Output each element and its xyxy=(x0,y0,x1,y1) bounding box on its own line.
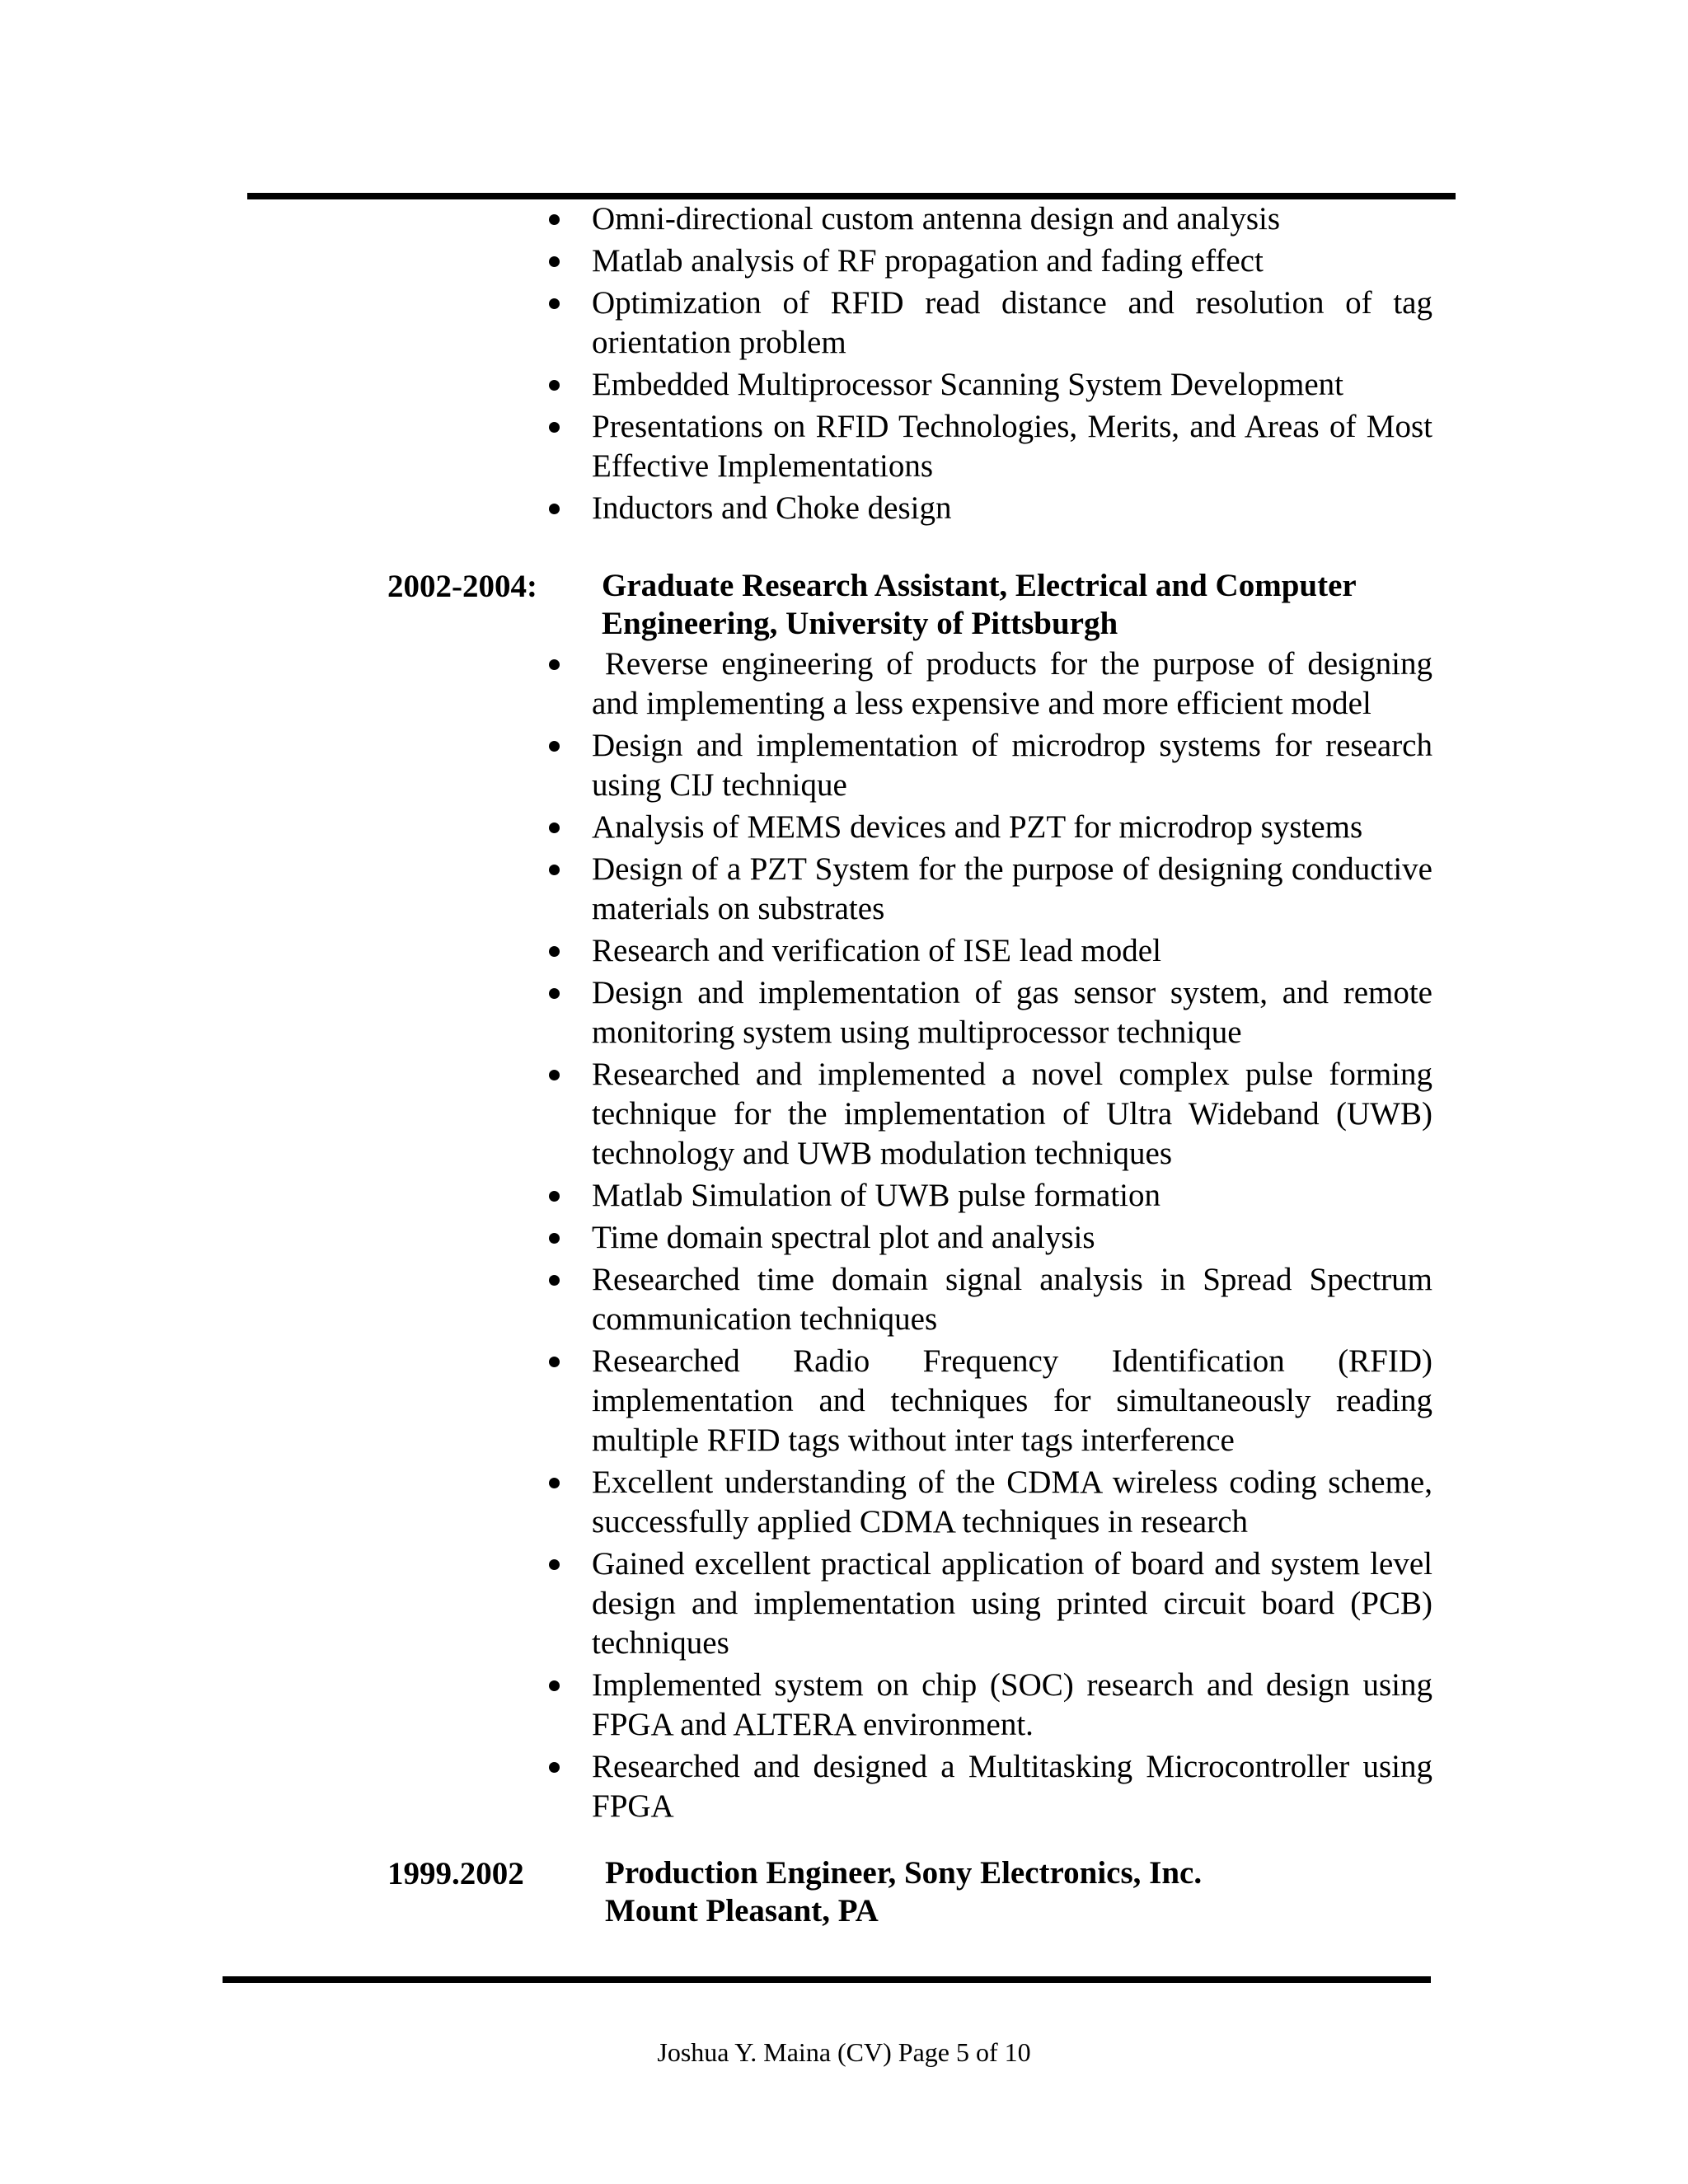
list-item: Researched and designed a Multitasking Microcontroller using FPGA xyxy=(549,1747,1432,1826)
list-item: Implemented system on chip (SOC) research and design using FPGA and ALTERA environment. xyxy=(549,1666,1432,1745)
bullet-icon xyxy=(549,1357,560,1367)
bullet-icon xyxy=(549,422,560,433)
bullet-list-graduate-research xyxy=(549,644,1441,1829)
page-footer: Joshua Y. Maina (CV) Page 5 of 10 xyxy=(657,2037,1031,2067)
list-item: Analysis of MEMS devices and PZT for microdrop systems xyxy=(549,808,1432,847)
list-item: Optimization of RFID read distance and resolution of tag orientation problem xyxy=(549,284,1432,363)
list-item: Gained excellent practical application of board and system level design and implementation using printed circuit board (PCB) techniques xyxy=(549,1544,1432,1663)
list-item: Reverse engineering of products for the purpose of designing and implementing a less expensive and more efficient model xyxy=(549,644,1432,724)
bullet-icon xyxy=(549,1275,560,1286)
bullet-icon xyxy=(549,988,560,999)
bullet-icon xyxy=(549,380,560,391)
bullet-icon xyxy=(549,1762,560,1773)
entry-years: 2002-2004: xyxy=(387,569,537,604)
bullet-icon xyxy=(549,1191,560,1202)
list-item: Presentations on RFID Technologies, Merits, and Areas of Most Effective Implementations xyxy=(549,407,1432,486)
list-item: Researched and implemented a novel complex pulse forming technique for the implementation of Ultra Wideband (UWB) technology and UWB modulation techniques xyxy=(549,1055,1432,1174)
entry-title xyxy=(605,1854,1437,1930)
bullet-icon xyxy=(549,1478,560,1488)
bullet-icon xyxy=(549,256,560,267)
bullet-icon xyxy=(549,823,560,833)
bullet-icon xyxy=(549,1559,560,1570)
list-item: Researched time domain signal analysis in Spread Spectrum communication techniques xyxy=(549,1260,1432,1339)
entry-years: 1999.2002 xyxy=(387,1856,524,1891)
list-item: Embedded Multiprocessor Scanning System Development xyxy=(549,365,1432,405)
entry-title-line: Engineering, University of Pittsburgh xyxy=(602,606,1118,641)
top-horizontal-rule xyxy=(247,193,1456,199)
bullet-icon xyxy=(549,865,560,875)
bullet-icon xyxy=(549,741,560,752)
list-item: Research and verification of ISE lead model xyxy=(549,931,1432,971)
bullet-list-top xyxy=(549,199,1432,531)
entry-title-line: Production Engineer, Sony Electronics, Inc. xyxy=(605,1855,1203,1891)
bullet-icon xyxy=(549,298,560,309)
list-item: Design of a PZT System for the purpose of designing conductive materials on substrates xyxy=(549,850,1432,929)
list-item: Omni-directional custom antenna design and analysis xyxy=(549,199,1432,239)
list-item: Design and implementation of microdrop systems for research using CIJ technique xyxy=(549,726,1432,805)
list-item: Excellent understanding of the CDMA wireless coding scheme, successfully applied CDMA techniques in research xyxy=(549,1463,1432,1542)
entry-title xyxy=(602,567,1434,643)
bullet-icon xyxy=(549,504,560,514)
bullet-icon xyxy=(549,1233,560,1244)
entry-location-line: Mount Pleasant, PA xyxy=(605,1893,879,1929)
bullet-icon xyxy=(549,1680,560,1691)
entry-title-line: Graduate Research Assistant, Electrical and Computer xyxy=(602,568,1357,603)
bullet-icon xyxy=(549,946,560,957)
list-item: Matlab Simulation of UWB pulse formation xyxy=(549,1176,1432,1216)
list-item: Matlab analysis of RF propagation and fading effect xyxy=(549,241,1432,281)
list-item: Design and implementation of gas sensor system, and remote monitoring system using multiprocessor technique xyxy=(549,973,1432,1052)
bottom-horizontal-rule xyxy=(223,1976,1431,1983)
list-item: Inductors and Choke design xyxy=(549,489,1432,528)
bullet-icon xyxy=(549,214,560,225)
list-item: Time domain spectral plot and analysis xyxy=(549,1218,1432,1258)
list-item: Researched Radio Frequency Identification (RFID) implementation and techniques for simultaneously reading multiple RFID tags without inter tags interference xyxy=(549,1342,1432,1460)
bullet-icon xyxy=(549,1070,560,1080)
bullet-icon xyxy=(549,659,560,670)
